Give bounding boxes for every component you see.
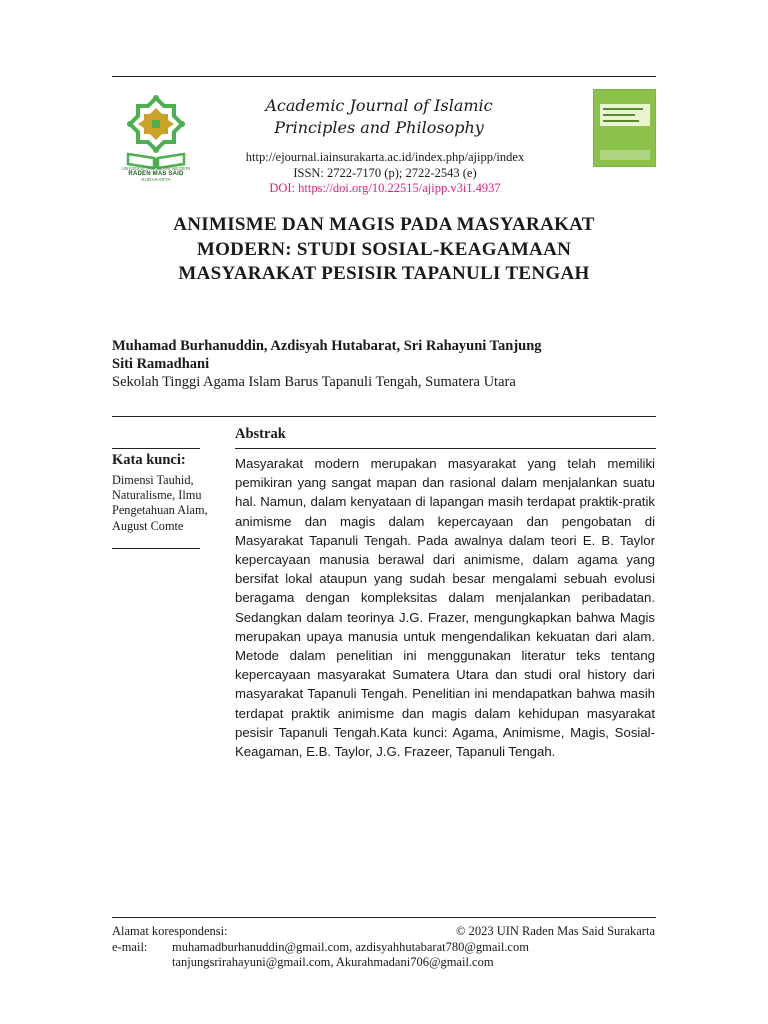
abstract-top-rule <box>112 416 656 417</box>
affiliation: Sekolah Tinggi Agama Islam Barus Tapanuli Tengah, Sumatera Utara <box>112 374 516 390</box>
university-line3: SURAKARTA <box>141 177 171 183</box>
journal-issn: ISSN: 2722-7170 (p); 2722-2543 (e) <box>293 166 477 180</box>
email-addresses-line1[interactable]: muhamadburhanuddin@gmail.com, azdisyahhutabarat780@gmail.com <box>172 940 529 954</box>
abstract-heading: Abstrak <box>235 426 286 442</box>
cover-footer-band <box>600 150 650 160</box>
keywords-top-rule <box>112 448 200 449</box>
cover-text-line <box>603 120 639 122</box>
keywords-heading: Kata kunci: <box>112 452 186 468</box>
abstract-body: Masyarakat modern merupakan masyarakat yang telah memiliki pemikiran yang sangat mapan dan rasional dalam menjalankan suatu hal. Namun, dalam kenyataan di lapangan masih terdapat praktik-pratik animisme dan magis dalam kepercayaan dan pengobatan di Masyarakat Tapanuli Tengah. Pada awalnya dalam teori E. B. Taylor kepercayaan manusia berawal dari animisme, dalam agama yang bersifat lokal ataupun yang sudah besar mengalami sebuah evolusi beragama dengan kompleksitas dalam menjalankan peribadatan. Sedangkan dalam teorinya J.G. Frazer, mengungkapkan bahwa Magis merupakan upaya manusia untuk mengendalikan kekuatan dari alam. Metode dalam penelitian ini menggunakan literatur teks tentang kepercayaan masyarakat Sumatera Utara dan studi oral history dari masyarakat Tapanuli Tengah. Penelitian ini mendapatkan bahwa masih terdapat praktik animisme dan magis dalam kehidupan masyarakat pesisir Tapanuli Tengah.Kata kunci: Agama, Animisme, Magis, Sosial-Keagaman, E.B. Taylor, J.G. Frazeer, Tapanuli Tengah. <box>235 456 655 760</box>
authors <box>112 337 672 373</box>
keyword-item: Naturalisme, Ilmu <box>112 488 202 503</box>
journal-doi-link[interactable]: DOI: https://doi.org/10.22515/ajipp.v3i1.4937 <box>269 181 501 195</box>
email-addresses-line2[interactable]: tanjungsrirahayuni@gmail.com, Akurahmadani706@gmail.com <box>172 955 494 969</box>
cover-text-line <box>603 114 635 116</box>
journal-cover-thumbnail <box>593 89 656 167</box>
cover-text-line <box>603 108 643 110</box>
university-line1: UNIVERSITAS ISLAM NEGERI <box>121 166 191 171</box>
paper-title-line1: ANIMISME DAN MAGIS PADA MASYARAKAT <box>173 214 595 235</box>
paper-title-line3: MASYARAKAT PESISIR TAPANULI TENGAH <box>178 263 590 284</box>
authors-line2: Siti Ramadhani <box>112 356 210 372</box>
keyword-item: August Comte <box>112 518 184 533</box>
email-label: e-mail: <box>112 940 148 954</box>
keyword-item: Dimensi Tauhid, <box>112 473 194 487</box>
keyword-item: Pengetahuan Alam, <box>112 503 208 518</box>
journal-title-line2: Principles and Philosophy <box>274 118 484 137</box>
paper-title <box>112 213 656 287</box>
journal-title-line1: Academic Journal of Islamic <box>265 96 493 115</box>
footer-rule <box>112 917 656 918</box>
copyright: © 2023 UIN Raden Mas Said Surakarta <box>455 924 655 938</box>
journal-title <box>244 95 514 139</box>
top-rule <box>112 76 656 77</box>
abstract-heading-rule <box>235 448 656 449</box>
keywords-list <box>112 473 242 534</box>
journal-url[interactable]: http://ejournal.iainsurakarta.ac.id/index.php/ajipp/index <box>245 150 525 164</box>
keywords-bottom-rule <box>112 548 200 549</box>
university-line2: RADEN MAS SAID <box>128 170 184 177</box>
authors-line1: Muhamad Burhanuddin, Azdisyah Hutabarat, Sri Rahayuni Tanjung <box>112 338 542 354</box>
correspondence-label: Alamat korespondensi: <box>112 924 228 938</box>
paper-title-line2: MODERN: STUDI SOSIAL-KEAGAMAAN <box>196 238 572 260</box>
